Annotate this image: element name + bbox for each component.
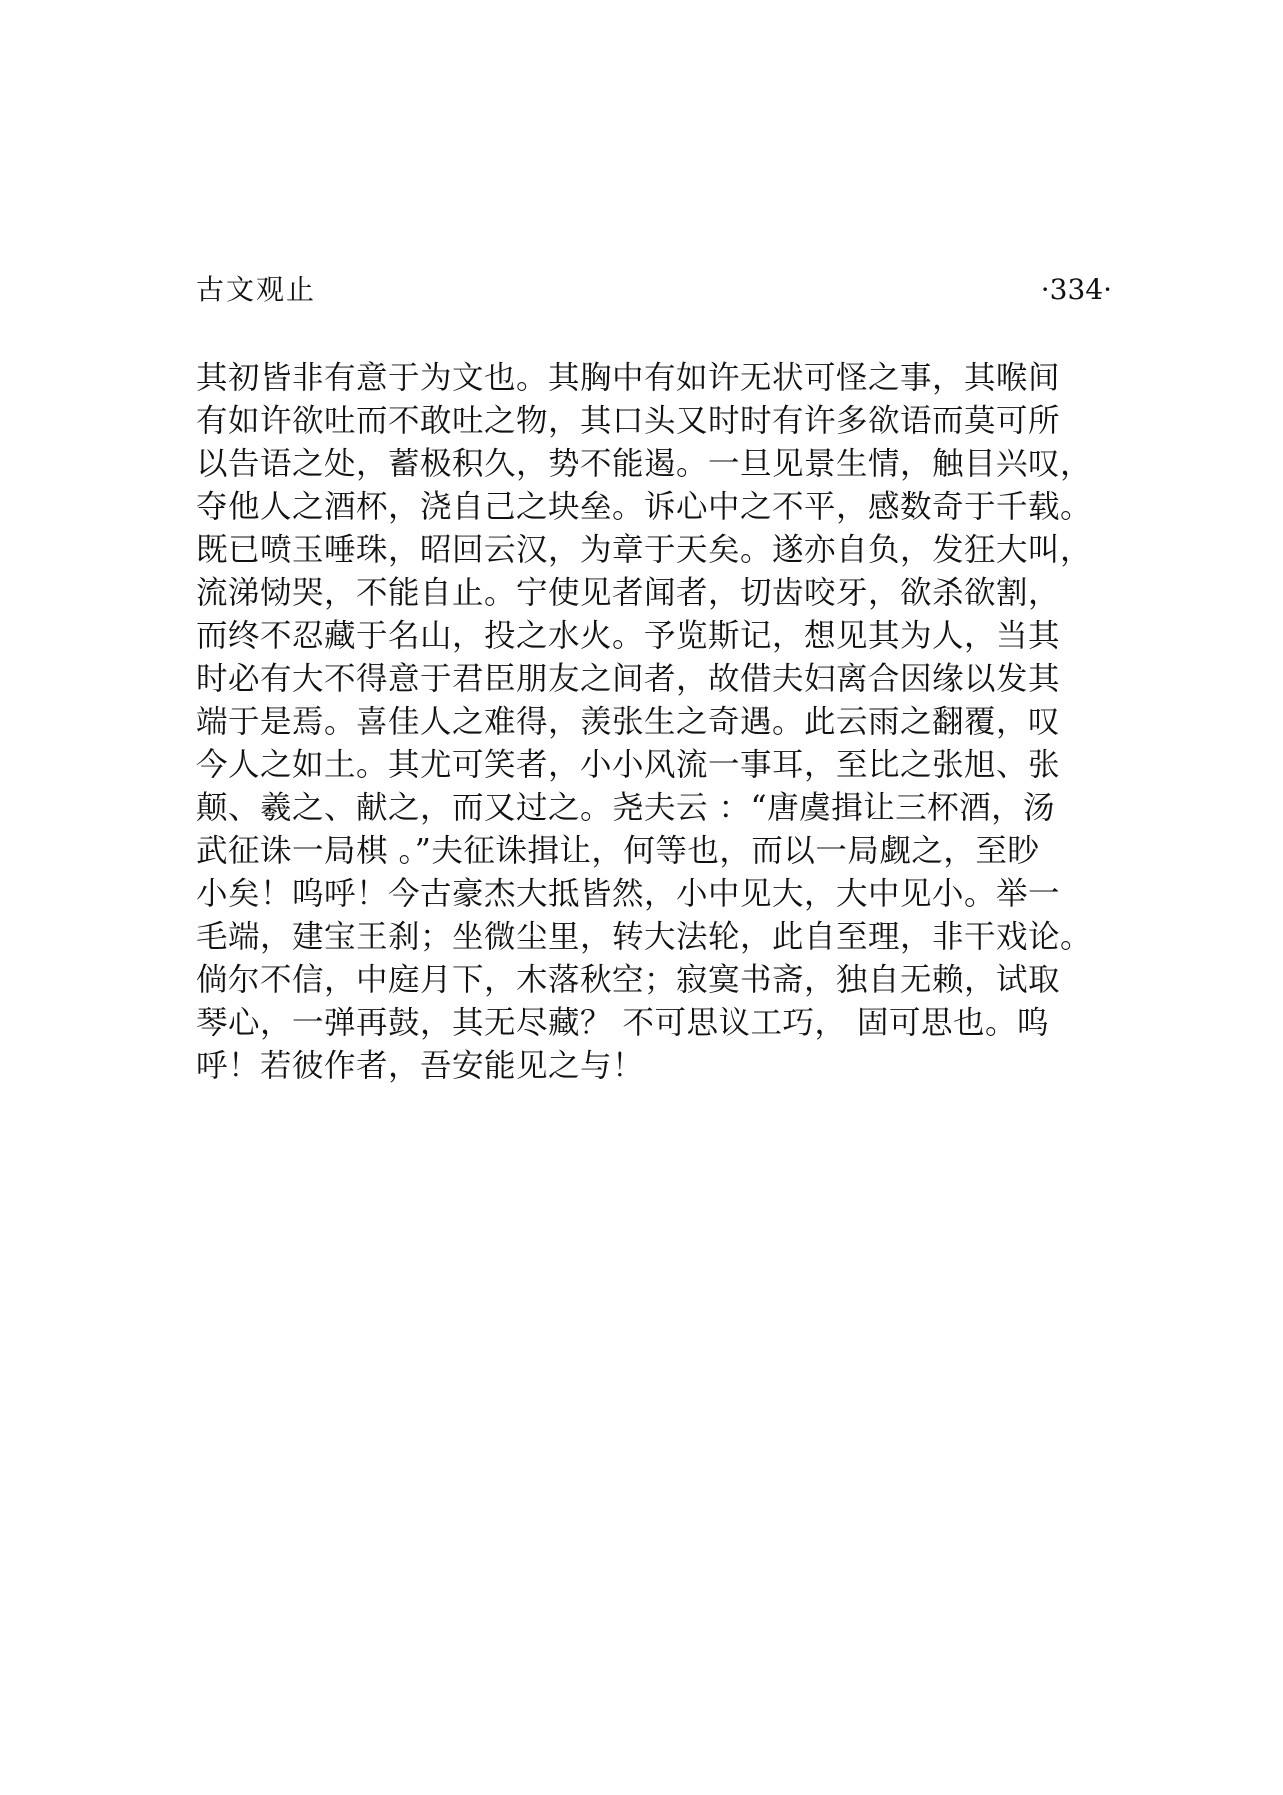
page-number: ·334· [1040, 273, 1112, 306]
text-line: 流涕恸哭，不能自止。宁使见者闻者，切齿咬牙，欲杀欲割， [196, 575, 1061, 611]
text-line: 有如许欲吐而不敢吐之物，其口头又时时有许多欲语而莫可所 [196, 403, 1061, 439]
page-header [196, 270, 1112, 310]
body-text [196, 357, 1126, 1088]
text-line: 武征诛一局棋 。”夫征诛揖让，何等也，而以一局觑之，至眇 [196, 833, 1040, 869]
text-line: 倘尔不信，中庭月下，木落秋空；寂寞书斋，独自无赖，试取 [196, 962, 1061, 998]
text-line: 而终不忍藏于名山，投之水火。予览斯记，想见其为人，当其 [196, 618, 1061, 654]
text-line: 毛端，建宝王刹；坐微尘里，转大法轮，此自至理，非干戏论。 [196, 919, 1093, 955]
text-line: 呼！若彼作者，吾安能见之与！ [196, 1048, 645, 1084]
text-line: 小矣！呜呼！今古豪杰大抵皆然，小中见大，大中见小。举一 [196, 876, 1061, 912]
text-line: 以告语之处，蓄极积久，势不能遏。一旦见景生情，触目兴叹， [196, 446, 1093, 482]
text-line: 既已喷玉唾珠，昭回云汉，为章于天矣。遂亦自负，发狂大叫， [196, 532, 1093, 568]
text-line: 其初皆非有意于为文也。其胸中有如许无状可怪之事，其喉间 [196, 360, 1061, 396]
text-line: 时必有大不得意于君臣朋友之间者，故借夫妇离合因缘以发其 [196, 661, 1061, 697]
text-line: 琴心，一弹再鼓，其无尽藏？ 不可思议工巧， 固可思也。呜 [196, 1005, 1050, 1041]
text-line: 端于是焉。喜佳人之难得，羡张生之奇遇。此云雨之翻覆，叹 [196, 704, 1061, 740]
book-title: 古文观止 [196, 273, 317, 306]
text-line: 今人之如土。其尤可笑者，小小风流一事耳，至比之张旭、张 [196, 747, 1061, 783]
text-line: 夺他人之酒杯，浇自己之块垒。诉心中之不平，感数奇于千载。 [196, 489, 1093, 525]
text-line: 颠、羲之、献之，而又过之。尧夫云 ：“唐虞揖让三杯酒，汤 [196, 790, 1056, 826]
